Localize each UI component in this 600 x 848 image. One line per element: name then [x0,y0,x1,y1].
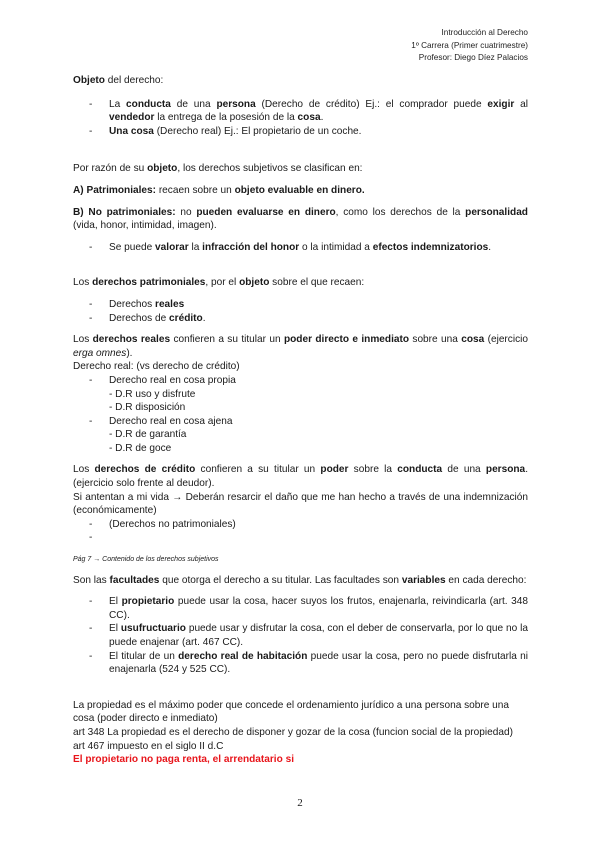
list-item: - El propietario puede usar la cosa, hacer suyos los frutos, enajenarla, reivindicarla (art. 348 CC). [73,595,528,622]
paragraph-indemnizacion: Si antentan a mi vida → Deberán resarcir el daño que me han hecho a través de una indemnización (económicamente) [73,491,528,517]
list-item: - El titular de un derecho real de habitación puede usar la cosa, pero no puede disfrutarla ni enajenarla (524 y 525 CC). [73,650,528,677]
credito-list [73,518,528,545]
list-item: - (Derechos no patrimoniales) [73,518,528,532]
highlighted-note: El propietario no paga renta, el arrendatario si [73,754,294,766]
facultades-list [73,595,528,677]
list-item: - Una cosa (Derecho real) Ej.: El propietario de un coche. [73,125,528,139]
paragraph-facultades: Son las facultades que otorga el derecho a su titular. Las facultades son variables en cada derecho: [73,574,527,586]
objeto-list [73,98,528,139]
paragraph-patrimoniales: A) Patrimoniales: recaen sobre un objeto evaluable en dinero. [73,184,365,196]
page-content [73,74,528,767]
paragraph-derechos-credito: Los derechos de crédito confieren a su titular un poder sobre la conducta de una persona. (ejercicio solo frente al deudor). [73,464,528,490]
sub-item: - D.R de garantía [109,429,187,441]
page-number: 2 [297,797,303,809]
paragraph-propiedad: La propiedad es el máximo poder que concede el ordenamiento jurídico a una persona sobre una cosa (poder directo e inmediato) [73,699,510,725]
course-title: Introducción al Derecho [441,28,528,37]
list-item: - La conducta de una persona (Derecho de crédito) Ej.: el comprador puede exigir al vendedor la entrega de la posesión de la cosa. [73,98,528,125]
list-item: - Derecho real en cosa propia - D.R uso y disfrute - D.R disposición [73,374,528,415]
course-term: 1º Carrera (Primer cuatrimestre) [411,40,528,50]
no-patrimoniales-list [73,241,528,255]
paragraph-no-patrimoniales: B) No patrimoniales: no pueden evaluarse en dinero, como los derechos de la personalidad (vida, honor, intimidad, imagen). [73,206,528,232]
page-header [411,27,528,65]
list-item: - Derechos de crédito. [73,312,528,326]
derecho-real-list [73,374,528,456]
list-item: - Derechos reales [73,298,528,312]
sub-item: - D.R de goce [109,442,172,454]
list-item: - Se puede valorar la infracción del honor o la intimidad a efectos indemnizatorios. [73,241,528,255]
page-reference-note: Pág 7 → Contenido de los derechos subjetivos [73,556,219,564]
patrimoniales-list [73,298,528,325]
list-item [73,531,528,545]
paragraph-derecho-real: Derecho real: (vs derecho de crédito) [73,361,240,373]
section-heading-objeto: Objeto del derecho: [73,75,164,86]
list-item: - El usufructuario puede usar y disfrutar la cosa, con el deber de conservarla, por lo que no la puede enajenar (art. 467 CC). [73,622,528,649]
paragraph-art-348: art 348 La propiedad es el derecho de disponer y gozar de la cosa (funcion social de la propiedad) [73,726,513,738]
sub-item: - D.R uso y disfrute [109,388,196,400]
paragraph-clasificacion: Por razón de su objeto, los derechos subjetivos se clasifican en: [73,163,363,175]
course-professor: Profesor: Diego Díez Palacios [418,53,528,63]
paragraph-derechos-patrimoniales: Los derechos patrimoniales, por el objeto sobre el que recaen: [73,277,365,289]
sub-item: - D.R disposición [109,402,186,414]
paragraph-derechos-reales: Los derechos reales confieren a su titular un poder directo e inmediato sobre una cosa (ejercicio erga omnes). [73,334,528,359]
paragraph-art-467: art 467 impuesto en el siglo II d.C [73,740,224,752]
list-item: - Derecho real en cosa ajena - D.R de garantía - D.R de goce [73,415,528,456]
